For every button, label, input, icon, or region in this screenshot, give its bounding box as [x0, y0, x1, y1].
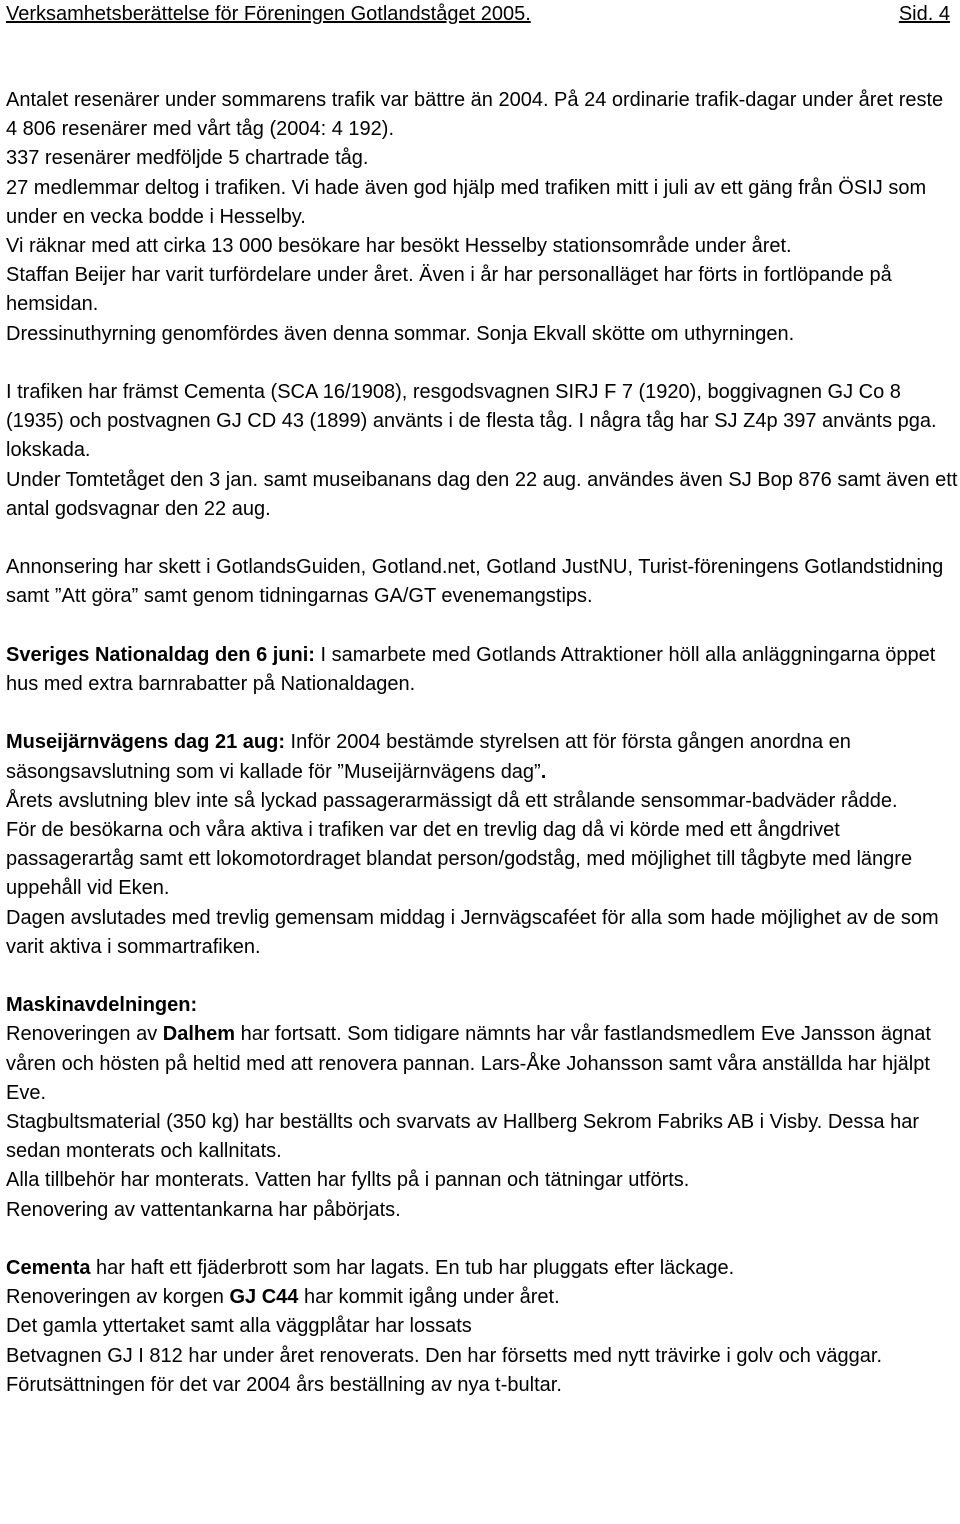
document-page [6, 0, 958, 1396]
cementa-bold: Cementa [6, 1257, 91, 1280]
section-nationaldag [6, 641, 958, 699]
nationaldag-text: I samarbete med Gotlands Attraktioner höll alla anläggningarna öppet hus med extra barnrabatter på Nationaldagen. [6, 643, 936, 696]
paragraph-yttertak: Det gamla yttertaket samt alla väggplåtar har lossats [6, 1315, 472, 1338]
page-number: Sid. 4 [898, 3, 950, 25]
spacer [6, 1225, 958, 1254]
paragraph-resenarer: Antalet resenärer under sommarens trafik var bättre än 2004. På 24 ordinarie trafik-dagar under året reste 4 806 resenärer med vårt tåg (2004: 4 192). [6, 89, 944, 141]
paragraph-annonsering: Annonsering har skett i GotlandsGuiden, Gotland.net, Gotland JustNU, Turist-föreningens Gotlandstidning samt ”Att göra” samt genom tidningarnas GA/GT evenemangstips. [6, 556, 944, 608]
paragraph-vattentank: Renovering av vattentankarna har påbörjats. [6, 1198, 401, 1221]
page-header [6, 0, 956, 44]
paragraph-stagbult: Stagbultsmaterial (350 kg) har beställts och svarvats av Hallberg Sekrom Fabriks AB i Visby. Dessa har sedan monterats och kallnitats. [6, 1111, 919, 1163]
dalhem-post: har fortsatt. Som tidigare nämnts har vår fastlandsmedlem Eve Jansson ägnat våren och hösten på heltid med att renovera pannan. Lars-Åke Johansson samt våra anställda har hjälpt Eve. [6, 1023, 931, 1104]
paragraph-cementa [6, 1254, 958, 1283]
museidag-heading: Museijärnvägens dag 21 aug: [6, 731, 285, 754]
spacer [6, 349, 958, 378]
museidag-text: Inför 2004 bestämde styrelsen att för första gången anordna en säsongsavslutning som vi kallade för ”Museijärnvägens dag” [6, 731, 851, 783]
spacer [6, 524, 958, 553]
korgen-pre: Renoveringen av korgen [6, 1286, 230, 1309]
spacer [6, 612, 958, 641]
paragraph-dalhem [6, 1020, 958, 1108]
paragraph-dressin: Dressinuthyrning genomfördes även denna sommar. Sonja Ekvall skötte om uthyrningen. [6, 322, 795, 345]
paragraph-besokare: Vi räknar med att cirka 13 000 besökare har besökt Hesselby stationsområde under året. [6, 235, 792, 258]
paragraph-middag: Dagen avslutades med trevlig gemensam middag i Jernvägscaféet för alla som hade möjlighet av de som varit aktiva i sommartrafiken. [6, 906, 939, 958]
dalhem-bold: Dalhem [162, 1023, 236, 1046]
dalhem-pre: Renoveringen av [6, 1023, 163, 1046]
paragraph-vagnar: I trafiken har främst Cementa (SCA 16/1908), resgodsvagnen SIRJ F 7 (1920), boggivagnen GJ Co 8 (1935) och postvagnen GJ CD 43 (1899) använts i de flesta tåg. I några tåg har SJ Z4p 397 använts pga. lokskada. [6, 381, 937, 462]
cementa-text: har haft ett fjäderbrott som har lagats. En tub har pluggats efter läckage. [90, 1257, 735, 1280]
paragraph-betvagn: Betvagnen GJ I 812 har under året renoverats. Den har försetts med nytt trävirke i golv och väggar. Förutsättningen för det var 2004 års beställning av nya t-bultar. [6, 1344, 883, 1396]
paragraph-besokarna: För de besökarna och våra aktiva i trafiken var det en trevlig dag då vi körde med ett ångdrivet passagerartåg samt ett lokomotordraget blandat person/godståg, med möjlighet till tågbyte med längre uppehåll vid Eken. [6, 819, 913, 900]
section-museidag [6, 728, 958, 786]
spacer [6, 962, 958, 991]
document-title: Verksamhetsberättelse för Föreningen Gotlandståget 2005. [6, 3, 531, 25]
document-body [6, 86, 958, 1400]
paragraph-medlemmar: 27 medlemmar deltog i trafiken. Vi hade även god hjälp med trafiken mitt i juli av ett gäng från ÖSIJ som under en vecka bodde i Hesselby. [6, 176, 927, 228]
korgen-post: har kommit igång under året. [298, 1286, 560, 1309]
paragraph-turfordelare: Staffan Beijer har varit turfördelare under året. Även i år har personalläget har förts in fortlöpande på hemsidan. [6, 264, 892, 316]
paragraph-tillbehor: Alla tillbehör har monterats. Vatten har fyllts på i pannan och tätningar utförts. [6, 1169, 690, 1192]
korgen-bold: GJ C44 [229, 1286, 299, 1309]
maskin-heading-text: Maskinavdelningen: [6, 994, 198, 1017]
museidag-dot: . [540, 760, 547, 783]
paragraph-korgen [6, 1283, 958, 1312]
spacer [6, 699, 958, 728]
paragraph-tomtetaget: Under Tomtetåget den 3 jan. samt museibanans dag den 22 aug. användes även SJ Bop 876 samt även ett antal godsvagnar den 22 aug. [6, 468, 958, 520]
maskin-heading [6, 991, 958, 1020]
nationaldag-heading: Sveriges Nationaldag den 6 juni: [6, 643, 315, 666]
paragraph-chartrade: 337 resenärer medföljde 5 chartrade tåg. [6, 147, 369, 170]
paragraph-avslutning: Årets avslutning blev inte så lyckad passagerarmässigt då ett strålande sensommar-badväder rådde. [6, 789, 898, 812]
